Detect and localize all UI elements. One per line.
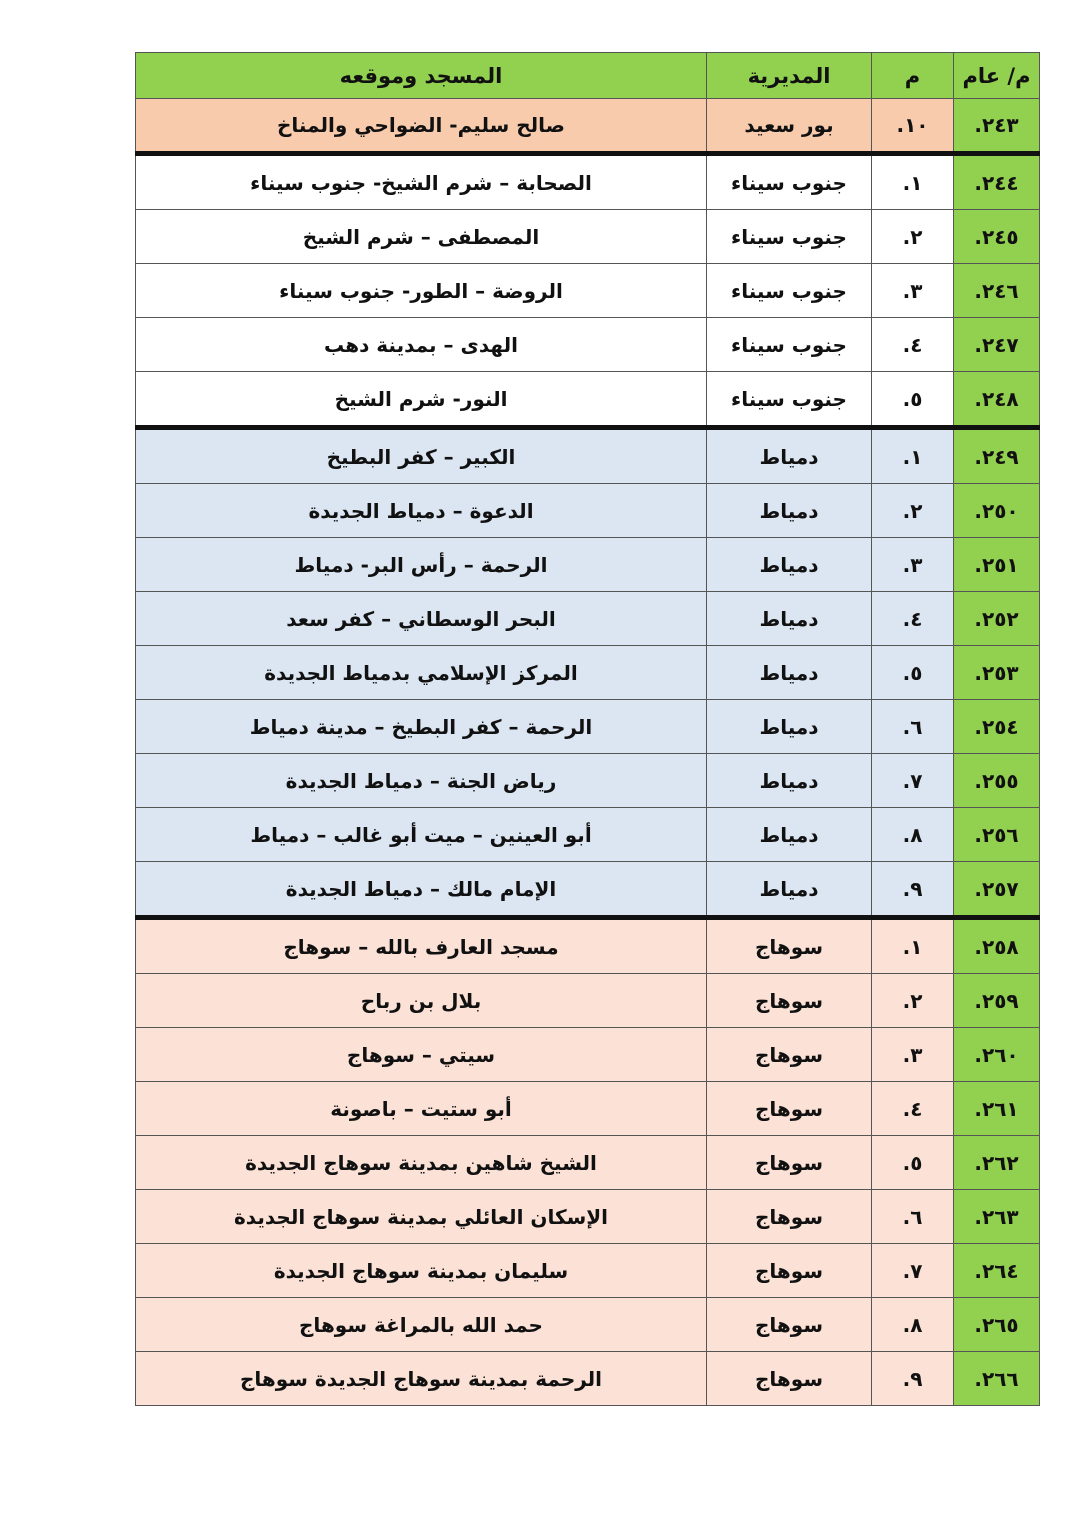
directorate-cell: سوهاج: [707, 1136, 872, 1190]
table-row: [136, 210, 1040, 264]
table-body: [136, 99, 1040, 1406]
row-number-cell: ٢.: [872, 974, 954, 1028]
directorate-cell: جنوب سيناء: [707, 318, 872, 372]
row-number-cell: ١.: [872, 154, 954, 210]
row-number-cell: ٣.: [872, 264, 954, 318]
directorate-cell: دمياط: [707, 538, 872, 592]
general-number-cell: ٢٦١.: [954, 1082, 1040, 1136]
mosques-table-container: [135, 52, 1039, 1406]
row-number-cell: ٧.: [872, 1244, 954, 1298]
row-number-cell: ٩.: [872, 1352, 954, 1406]
general-number-cell: ٢٤٣.: [954, 99, 1040, 154]
general-number-cell: ٢٦٠.: [954, 1028, 1040, 1082]
directorate-cell: دمياط: [707, 428, 872, 484]
directorate-cell: سوهاج: [707, 974, 872, 1028]
row-number-cell: ٦.: [872, 1190, 954, 1244]
row-number-cell: ٥.: [872, 1136, 954, 1190]
mosque-cell: سليمان بمدينة سوهاج الجديدة: [136, 1244, 707, 1298]
general-number-cell: ٢٦٥.: [954, 1298, 1040, 1352]
table-row: [136, 754, 1040, 808]
directorate-cell: بور سعيد: [707, 99, 872, 154]
table-row: [136, 1190, 1040, 1244]
table-row: [136, 1136, 1040, 1190]
general-number-cell: ٢٤٧.: [954, 318, 1040, 372]
mosque-cell: الروضة – الطور- جنوب سيناء: [136, 264, 707, 318]
mosque-cell: الصحابة – شرم الشيخ- جنوب سيناء: [136, 154, 707, 210]
row-number-cell: ٤.: [872, 592, 954, 646]
directorate-cell: سوهاج: [707, 1028, 872, 1082]
table-row: [136, 974, 1040, 1028]
row-number-cell: ٥.: [872, 372, 954, 428]
mosque-cell: بلال بن رباح: [136, 974, 707, 1028]
header-row: [136, 53, 1040, 99]
row-number-cell: ٨.: [872, 808, 954, 862]
mosque-cell: الهدى – بمدينة دهب: [136, 318, 707, 372]
table-row: [136, 484, 1040, 538]
mosque-cell: حمد الله بالمراغة سوهاج: [136, 1298, 707, 1352]
directorate-cell: دمياط: [707, 646, 872, 700]
row-number-cell: ١.: [872, 918, 954, 974]
header-directorate: المديرية: [707, 53, 872, 99]
mosque-cell: أبو العينين – ميت أبو غالب – دمياط: [136, 808, 707, 862]
table-row: [136, 592, 1040, 646]
mosque-cell: الإمام مالك – دمياط الجديدة: [136, 862, 707, 918]
general-number-cell: ٢٥٨.: [954, 918, 1040, 974]
directorate-cell: دمياط: [707, 754, 872, 808]
mosque-cell: الرحمة – رأس البر- دمياط: [136, 538, 707, 592]
row-number-cell: ٨.: [872, 1298, 954, 1352]
row-number-cell: ٥.: [872, 646, 954, 700]
directorate-cell: سوهاج: [707, 1190, 872, 1244]
mosque-cell: الكبير – كفر البطيخ: [136, 428, 707, 484]
general-number-cell: ٢٥١.: [954, 538, 1040, 592]
header-general-no: م/ عام: [954, 53, 1040, 99]
general-number-cell: ٢٥٣.: [954, 646, 1040, 700]
row-number-cell: ٣.: [872, 538, 954, 592]
general-number-cell: ٢٦٣.: [954, 1190, 1040, 1244]
table-row: [136, 538, 1040, 592]
directorate-cell: جنوب سيناء: [707, 264, 872, 318]
row-number-cell: ٤.: [872, 1082, 954, 1136]
row-number-cell: ١٠.: [872, 99, 954, 154]
general-number-cell: ٢٤٤.: [954, 154, 1040, 210]
mosque-cell: المصطفى – شرم الشيخ: [136, 210, 707, 264]
mosque-cell: الدعوة – دمياط الجديدة: [136, 484, 707, 538]
directorate-cell: دمياط: [707, 808, 872, 862]
general-number-cell: ٢٤٩.: [954, 428, 1040, 484]
mosque-cell: المركز الإسلامي بدمياط الجديدة: [136, 646, 707, 700]
header-num: م: [872, 53, 954, 99]
mosques-table: [135, 52, 1040, 1406]
general-number-cell: ٢٥٩.: [954, 974, 1040, 1028]
table-row: [136, 1244, 1040, 1298]
directorate-cell: جنوب سيناء: [707, 210, 872, 264]
directorate-cell: دمياط: [707, 700, 872, 754]
directorate-cell: دمياط: [707, 862, 872, 918]
table-row: [136, 646, 1040, 700]
general-number-cell: ٢٥٥.: [954, 754, 1040, 808]
directorate-cell: سوهاج: [707, 1298, 872, 1352]
mosque-cell: النور- شرم الشيخ: [136, 372, 707, 428]
general-number-cell: ٢٦٤.: [954, 1244, 1040, 1298]
table-row: [136, 700, 1040, 754]
general-number-cell: ٢٤٨.: [954, 372, 1040, 428]
general-number-cell: ٢٦٢.: [954, 1136, 1040, 1190]
general-number-cell: ٢٥٦.: [954, 808, 1040, 862]
table-row: [136, 1352, 1040, 1406]
row-number-cell: ٦.: [872, 700, 954, 754]
row-number-cell: ٢.: [872, 210, 954, 264]
row-number-cell: ٧.: [872, 754, 954, 808]
general-number-cell: ٢٥٧.: [954, 862, 1040, 918]
mosque-cell: البحر الوسطاني – كفر سعد: [136, 592, 707, 646]
mosque-cell: سيتي – سوهاج: [136, 1028, 707, 1082]
mosque-cell: الإسكان العائلي بمدينة سوهاج الجديدة: [136, 1190, 707, 1244]
directorate-cell: سوهاج: [707, 918, 872, 974]
mosque-cell: رياض الجنة – دمياط الجديدة: [136, 754, 707, 808]
table-row: [136, 264, 1040, 318]
mosque-cell: مسجد العارف بالله – سوهاج: [136, 918, 707, 974]
header-mosque: المسجد وموقعه: [136, 53, 707, 99]
general-number-cell: ٢٥٤.: [954, 700, 1040, 754]
mosque-cell: الرحمة بمدينة سوهاج الجديدة سوهاج: [136, 1352, 707, 1406]
table-row: [136, 918, 1040, 974]
table-row: [136, 428, 1040, 484]
table-row: [136, 1298, 1040, 1352]
directorate-cell: سوهاج: [707, 1082, 872, 1136]
table-row: [136, 1082, 1040, 1136]
directorate-cell: جنوب سيناء: [707, 372, 872, 428]
row-number-cell: ٤.: [872, 318, 954, 372]
directorate-cell: دمياط: [707, 592, 872, 646]
directorate-cell: جنوب سيناء: [707, 154, 872, 210]
mosque-cell: أبو ستيت – باصونة: [136, 1082, 707, 1136]
mosque-cell: الرحمة – كفر البطيخ – مدينة دمياط: [136, 700, 707, 754]
row-number-cell: ٩.: [872, 862, 954, 918]
table-row: [136, 808, 1040, 862]
row-number-cell: ٣.: [872, 1028, 954, 1082]
directorate-cell: سوهاج: [707, 1244, 872, 1298]
directorate-cell: سوهاج: [707, 1352, 872, 1406]
general-number-cell: ٢٤٥.: [954, 210, 1040, 264]
mosque-cell: الشيخ شاهين بمدينة سوهاج الجديدة: [136, 1136, 707, 1190]
row-number-cell: ١.: [872, 428, 954, 484]
table-row: [136, 372, 1040, 428]
table-row: [136, 862, 1040, 918]
general-number-cell: ٢٤٦.: [954, 264, 1040, 318]
general-number-cell: ٢٦٦.: [954, 1352, 1040, 1406]
general-number-cell: ٢٥٢.: [954, 592, 1040, 646]
table-row: [136, 318, 1040, 372]
row-number-cell: ٢.: [872, 484, 954, 538]
table-row: [136, 99, 1040, 154]
directorate-cell: دمياط: [707, 484, 872, 538]
table-row: [136, 1028, 1040, 1082]
table-row: [136, 154, 1040, 210]
general-number-cell: ٢٥٠.: [954, 484, 1040, 538]
mosque-cell: صالح سليم- الضواحي والمناخ: [136, 99, 707, 154]
